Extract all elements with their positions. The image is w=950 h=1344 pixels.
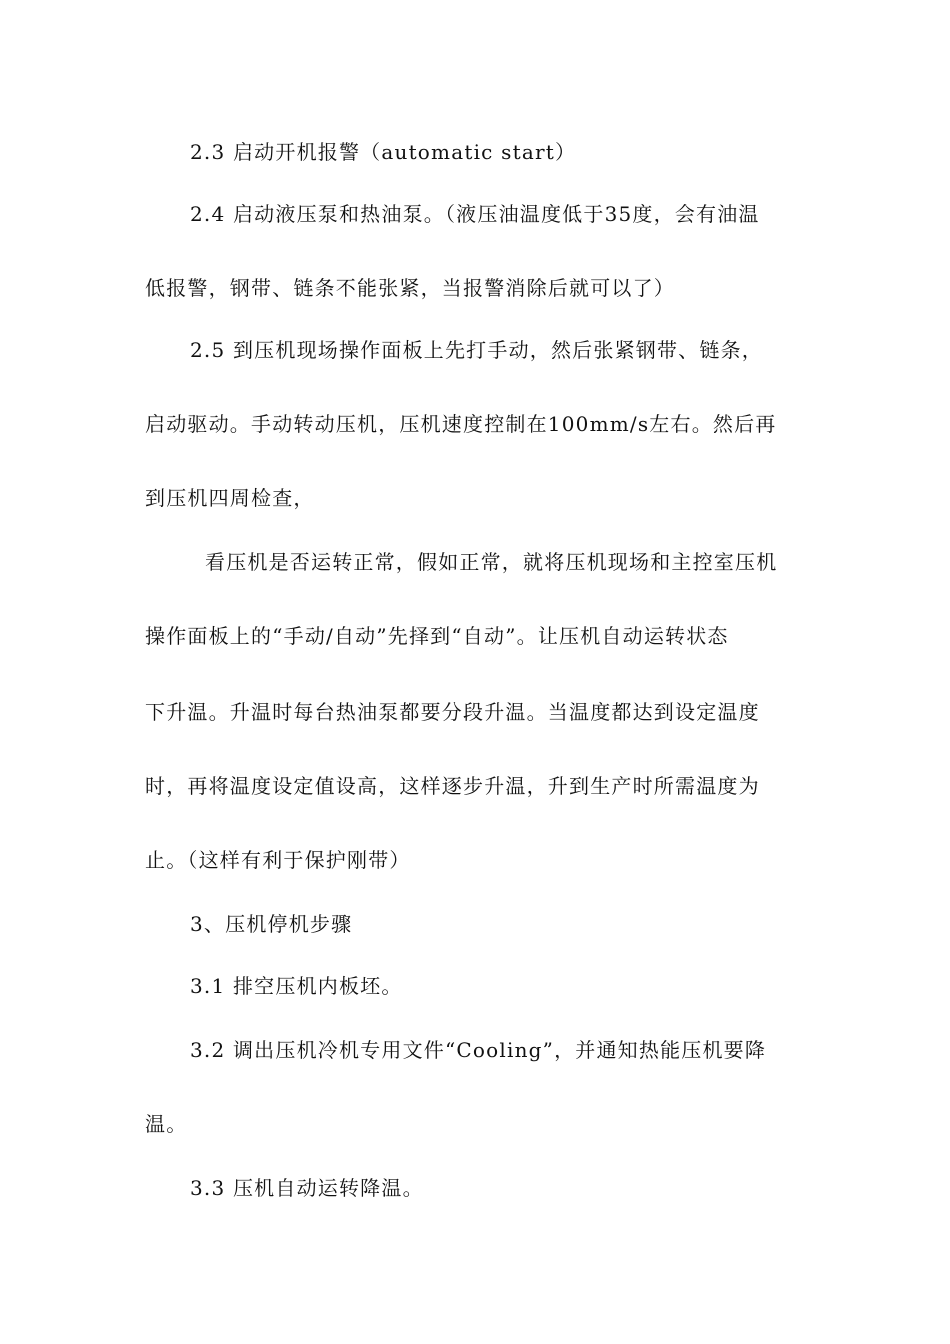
paragraph-2-4-line-1: 2.4 启动液压泵和热油泵。（液压油温度低于35度，会有油温: [190, 202, 760, 226]
paragraph-3-3: 3.3 压机自动运转降温。: [190, 1176, 424, 1200]
paragraph-2-4-line-2: 低报警，钢带、链条不能张紧，当报警消除后就可以了）: [145, 276, 675, 300]
paragraph-check-line-5: 止。（这样有利于保护刚带）: [145, 848, 411, 872]
paragraph-3-1: 3.1 排空压机内板坯。: [190, 974, 403, 998]
paragraph-3-2-line-2: 温。: [145, 1112, 188, 1136]
paragraph-check-line-4: 时，再将温度设定值设高，这样逐步升温，升到生产时所需温度为: [145, 774, 760, 798]
paragraph-2-3: 2.3 启动开机报警（automatic start）: [190, 140, 577, 164]
paragraph-3-2-line-1: 3.2 调出压机冷机专用文件“Cooling”，并通知热能压机要降: [190, 1038, 767, 1062]
paragraph-2-5-line-3: 到压机四周检查，: [145, 486, 315, 510]
paragraph-check-line-2: 操作面板上的“手动/自动”先择到“自动”。让压机自动运转状态: [145, 624, 729, 648]
paragraph-check-line-1: 看压机是否运转正常，假如正常，就将压机现场和主控室压机: [205, 550, 778, 574]
paragraph-check-line-3: 下升温。升温时每台热油泵都要分段升温。当温度都达到设定温度: [145, 700, 760, 724]
section-3-heading: 3、压机停机步骤: [190, 912, 353, 936]
paragraph-2-5-line-1: 2.5 到压机现场操作面板上先打手动，然后张紧钢带、链条，: [190, 338, 763, 362]
paragraph-2-5-line-2: 启动驱动。手动转动压机，压机速度控制在100mm/s左右。然后再: [145, 412, 777, 436]
